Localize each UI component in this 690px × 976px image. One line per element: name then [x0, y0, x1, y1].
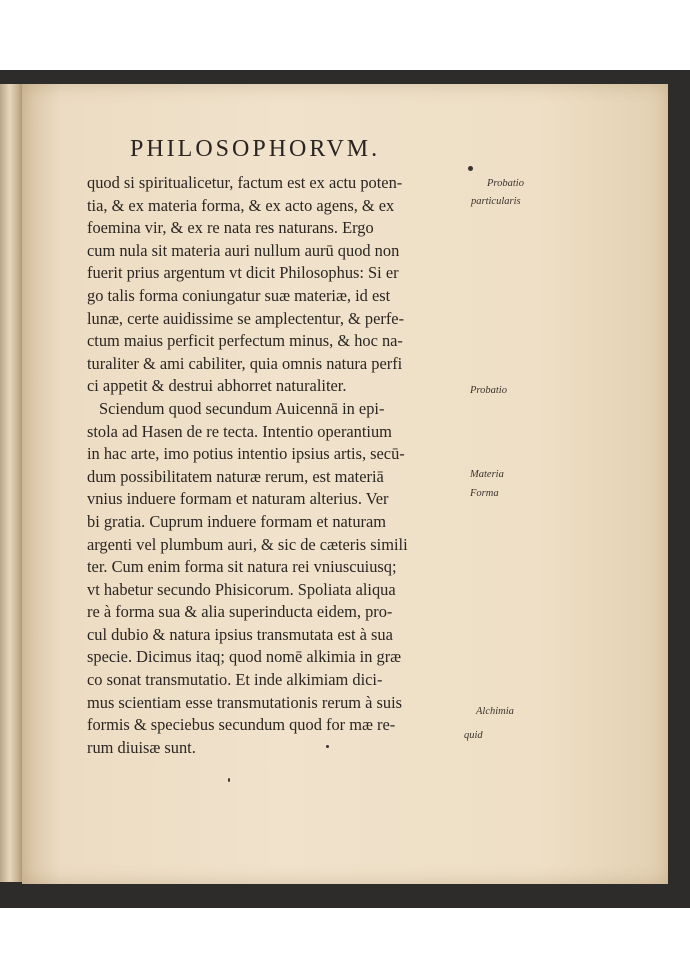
- text-line: argenti vel plumbum auri, & sic de cæteris simili: [87, 534, 408, 554]
- text-line: mus scientiam esse transmutationis rerum à suis: [87, 692, 403, 712]
- text-line: co sonat transmutatio. Et inde alkimiam dici-: [87, 670, 383, 690]
- text-line: specie. Dicimus itaq; quod nomē alkimia in græ: [87, 647, 402, 667]
- text-line: in hac arte, imo potius intentio ipsius artis, secū-: [87, 444, 405, 464]
- text-line: vnius induere formam et naturam alterius. Ver: [87, 489, 389, 509]
- marginal-note-probatio-particularis-cont: particularis: [471, 196, 521, 207]
- ink-speck: [326, 745, 329, 748]
- text-line: turaliter & ami cabiliter, quia omnis natura perfi: [87, 353, 403, 373]
- text-line: re à forma sua & alia superinducta eidem, pro-: [87, 602, 393, 622]
- marginal-note-probatio-particularis: Probatio: [487, 178, 524, 189]
- ink-speck: [468, 166, 473, 171]
- text-line: go talis forma coniungatur suæ materiæ, id est: [87, 285, 391, 305]
- text-line: cum nula sit materia auri nullum aurū quod non: [87, 240, 400, 260]
- running-head: PHILOSOPHORVM.: [130, 136, 381, 162]
- marginal-note-probatio: Probatio: [470, 385, 507, 396]
- text-line: stola ad Hasen de re tecta. Intentio operantium: [87, 421, 392, 441]
- text-line: bi gratia. Cuprum induere formam et naturam: [87, 511, 387, 531]
- text-line: Sciendum quod secundum Auicennā in epi-: [99, 398, 385, 418]
- text-line: formis & speciebus secundum quod for mæ re-: [87, 715, 396, 735]
- text-line: ter. Cum enim forma sit natura rei vniuscuiusq;: [87, 557, 397, 577]
- text-line: vt habetur secundo Phisicorum. Spoliata aliqua: [87, 579, 396, 599]
- marginal-note-forma: Forma: [470, 488, 499, 499]
- text-line: lunæ, certe auidissime se amplectentur, & perfe-: [87, 308, 405, 328]
- marginal-note-alchimia: Alchimia: [476, 706, 514, 717]
- body-text: [87, 172, 472, 759]
- text-line: ctum maius perficit perfectum minus, & hoc na-: [87, 331, 403, 351]
- ink-speck: [228, 778, 230, 782]
- text-line: fuerit prius argentum vt dicit Philosophus: Si er: [87, 263, 399, 283]
- book-spine-edge: [0, 84, 24, 882]
- marginal-note-materia: Materia: [470, 469, 504, 480]
- text-line: ci appetit & destrui abhorret naturaliter.: [87, 376, 347, 396]
- text-line: dum possibilitatem naturæ rerum, est materiā: [87, 466, 384, 486]
- text-line: rum diuisæ sunt.: [87, 737, 196, 757]
- marginal-note-alchimia-quid: quid: [464, 730, 483, 741]
- text-line: tia, & ex materia forma, & ex acto agens, & ex: [87, 195, 395, 215]
- text-line: cul dubio & natura ipsius transmutata est à sua: [87, 624, 393, 644]
- text-line: quod si spiritualicetur, factum est ex actu poten-: [87, 173, 403, 192]
- text-line: foemina vir, & ex re nata res naturans. Ergo: [87, 218, 374, 238]
